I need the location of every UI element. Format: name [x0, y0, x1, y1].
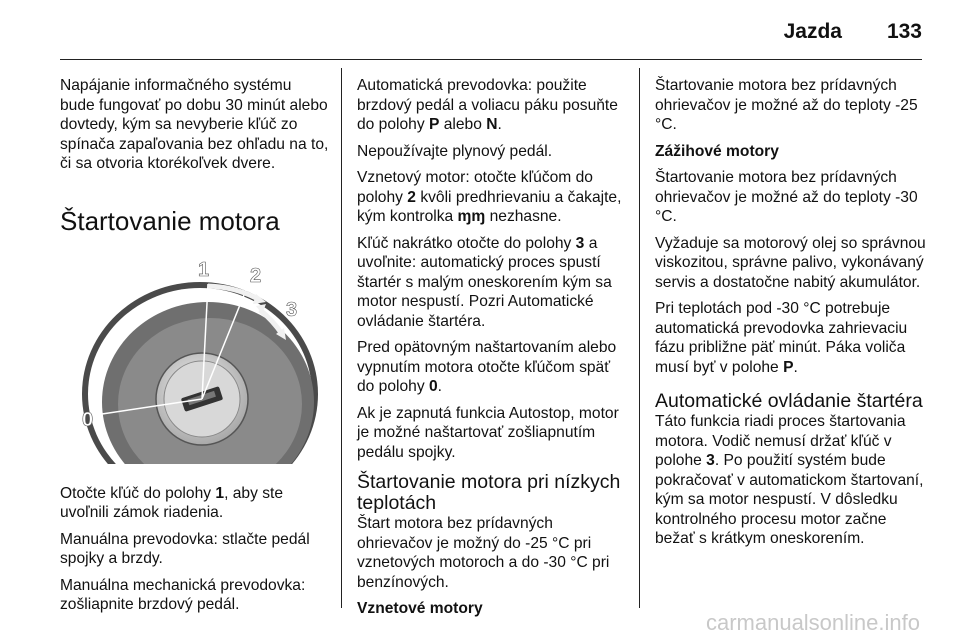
intro-paragraph: Napájanie informačného systému bude fungovať po dobu 30 minút alebo dovtedy, kým sa nevyberie kľúč zo spínača zapaľovania bez ohľadu na to, či sa otvoria ktorékoľvek dvere. [60, 77, 329, 172]
column-2 [357, 76, 627, 626]
header-rule [60, 59, 922, 60]
position-label-1: 1 [198, 258, 210, 281]
watermark: carmanualsonline.info [705, 610, 920, 635]
paragraph-automatic-gearbox: Automatická prevodovka: použite brzdový pedál a voliacu páku posuňte do polohy P alebo N. [357, 77, 618, 133]
heading-starting-engine: Štartovanie motora [60, 205, 280, 236]
ignition-switch-illustration [60, 254, 330, 464]
position-label-2: 2 [250, 264, 262, 287]
column-divider-2 [639, 68, 640, 608]
page-number: 133 [886, 20, 922, 43]
section-title: Jazda [783, 20, 842, 43]
ignition-switch-figure [60, 254, 330, 464]
position-label-0: 0 [82, 408, 94, 431]
paragraph-automatic-starter: Táto funkcia riadi proces štartovania motora. Vodič nemusí držať kľúč v polohe 3. Po použití systém bude pokračovať v automatickom štartovaní, kým sa motor nespustí. V dôsledku kontrolného procesu motor začne bežať s krátkym oneskorením. [655, 413, 924, 547]
subheading-petrol: Zážihové motory [655, 142, 779, 160]
page-header [0, 0, 960, 58]
paragraph-position-3: Kľúč nakrátko otočte do polohy 3 a uvoľnite: automatický proces spustí štartér s malým oneskorením kým sa motor nespustí. Pozri Automatické ovládanie štartéra. [357, 234, 612, 330]
position-label-3: 3 [286, 298, 298, 321]
paragraph-manual-gearbox: Manuálna prevodovka: stlačte pedál spojky a brzdy. [60, 530, 310, 567]
paragraph-restart: Pred opätovným naštartovaním alebo vypnutím motora otočte kľúčom späť do polohy 0. [357, 339, 617, 395]
paragraph-diesel-temp: Štartovanie motora bez prídavných ohrievačov je možné až do teploty -25 °C. [655, 77, 918, 133]
paragraph-automatic-warmup: Pri teplotách pod -30 °C potrebuje automatická prevodovka zahrievaciu fázu približne päť minút. Páka voliča musí byť v polohe P. [655, 300, 908, 376]
paragraph-no-throttle: Nepoužívajte plynový pedál. [357, 142, 553, 160]
paragraph-manual-mechanical: Manuálna mechanická prevodovka: zošliapnite brzdový pedál. [60, 576, 306, 613]
column-3 [655, 76, 930, 556]
subheading-diesel: Vznetové motory [357, 600, 483, 617]
heading-low-temperature: Štartovanie motora pri nízkych teplotách [357, 471, 621, 514]
paragraph-petrol-temp: Štartovanie motora bez prídavných ohrievačov je možné až do teploty -30 °C. [655, 169, 918, 225]
heading-automatic-starter: Automatické ovládanie štartéra [655, 390, 923, 412]
paragraph-requirements: Vyžaduje sa motorový olej so správnou viskozitou, správne palivo, vykonávaný servis a dostatočne nabitý akumulátor. [655, 234, 926, 291]
paragraph-diesel: Vznetový motor: otočte kľúčom do polohy 2 kvôli predhrievaniu a čakajte, kým kontrolka ɱɱ nezhasne. [357, 169, 622, 225]
paragraph-position-1: Otočte kľúč do polohy 1, aby ste uvoľnili zámok riadenia. [60, 484, 284, 521]
preheat-indicator-icon: ɱɱ [457, 208, 486, 225]
column-1 [60, 76, 330, 622]
paragraph-low-temperature: Štart motora bez prídavných ohrievačov je možný do -25 °C pri vznetových motoroch a do -30 °C pri benzínových. [357, 515, 610, 591]
column-divider-1 [341, 68, 342, 608]
paragraph-autostop: Ak je zapnutá funkcia Autostop, motor je možné naštartovať zošliapnutím pedálu spojky. [357, 404, 619, 461]
